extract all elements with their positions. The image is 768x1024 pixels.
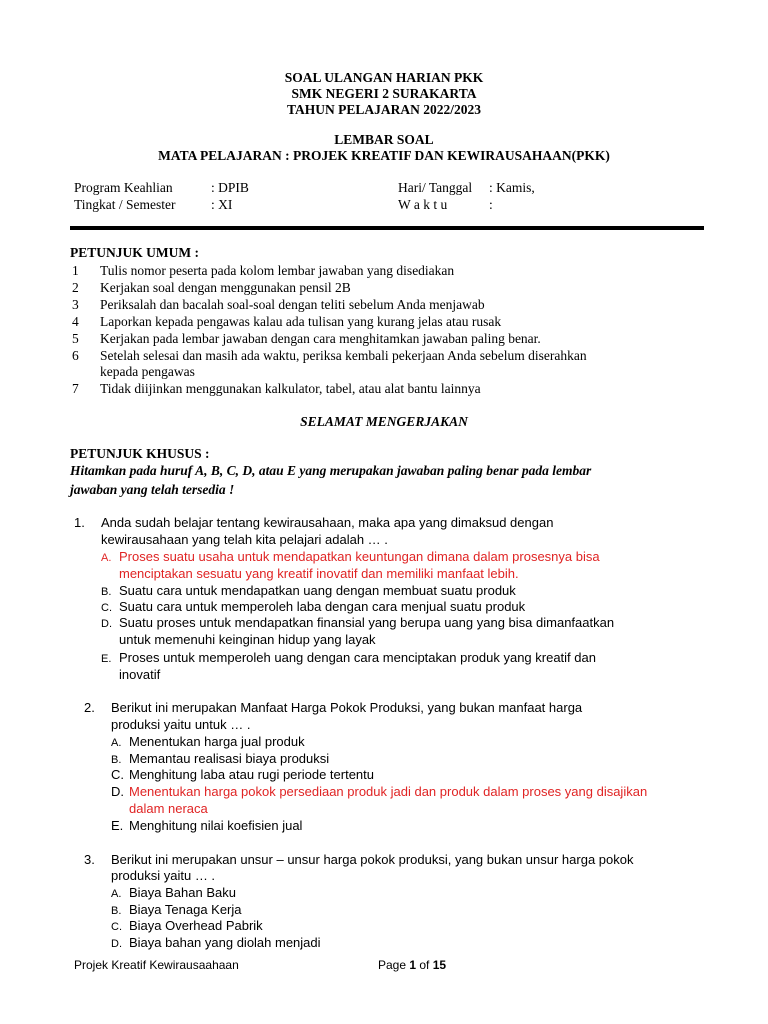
- umum-num: 1: [72, 263, 79, 278]
- answer-option-c[interactable]: [111, 767, 374, 782]
- question-number: 1.: [74, 515, 85, 530]
- header-title: SOAL ULANGAN HARIAN PKK: [284, 70, 484, 85]
- umum-item: Laporkan kepada pengawas kalau ada tulisan yang kurang jelas atau rusak: [100, 314, 502, 329]
- page-prefix: Page: [378, 958, 410, 972]
- answer-option-a[interactable]: [111, 885, 236, 900]
- selamat-mengerjakan: SELAMAT MENGERJAKAN: [300, 414, 468, 429]
- waktu-label: W a k t u: [398, 197, 448, 212]
- umum-item-cont: kepada pengawas: [100, 364, 195, 379]
- header-year: TAHUN PELAJARAN 2022/2023: [286, 102, 481, 117]
- footer-page-number: [378, 958, 446, 972]
- option-text: Proses untuk memperoleh uang dengan cara menciptakan produk yang kreatif dan: [119, 650, 596, 665]
- question-number: 2.: [84, 700, 95, 715]
- answer-option-a-correct[interactable]: [101, 549, 600, 564]
- program-value: : DPIB: [211, 180, 249, 195]
- option-letter: E.: [101, 653, 112, 665]
- footer-subject: Projek Kreatif Kewirausaahaan: [74, 958, 239, 972]
- tingkat-value: : XI: [211, 197, 233, 212]
- divider-rule: [70, 226, 704, 230]
- umum-num: 2: [72, 280, 79, 295]
- answer-option-c[interactable]: [111, 918, 263, 933]
- option-text-cont: menciptakan sesuatu yang kreatif inovatif dan memiliki manfaat lebih.: [119, 566, 519, 581]
- option-text-cont: inovatif: [119, 667, 161, 682]
- answer-option-d-correct[interactable]: [111, 784, 647, 799]
- option-letter: C.: [101, 602, 112, 614]
- answer-option-b[interactable]: [111, 902, 242, 917]
- option-letter: E.: [111, 818, 124, 833]
- question-text: Anda sudah belajar tentang kewirausahaan, maka apa yang dimaksud dengan: [101, 515, 554, 530]
- page-current: 1: [409, 958, 417, 972]
- umum-item: Tulis nomor peserta pada kolom lembar jawaban yang disediakan: [100, 263, 455, 278]
- page-total: 15: [432, 958, 447, 972]
- page-mid: of: [416, 958, 433, 972]
- option-text: Memantau realisasi biaya produksi: [129, 751, 330, 766]
- option-text: Biaya Bahan Baku: [129, 885, 236, 900]
- umum-item: Setelah selesai dan masih ada waktu, periksa kembali pekerjaan Anda sebelum diserahkan: [100, 348, 587, 363]
- umum-num: 4: [72, 314, 79, 329]
- question-text-cont: produksi yaitu untuk … .: [111, 717, 251, 732]
- answer-option-c[interactable]: [101, 599, 525, 614]
- umum-item: Periksalah dan bacalah soal-soal dengan teliti sebelum Anda menjawab: [100, 297, 485, 312]
- hari-value: : Kamis,: [489, 180, 535, 195]
- umum-num: 6: [72, 348, 79, 363]
- answer-option-a[interactable]: [111, 734, 305, 749]
- option-text: Biaya Overhead Pabrik: [129, 918, 263, 933]
- header-sheet: LEMBAR SOAL: [334, 132, 434, 147]
- umum-num: 7: [72, 381, 79, 396]
- option-letter: B.: [111, 905, 122, 917]
- option-text: Suatu cara untuk mendapatkan uang dengan membuat suatu produk: [119, 583, 516, 598]
- answer-option-e[interactable]: [111, 818, 302, 833]
- answer-option-b[interactable]: [111, 751, 329, 766]
- option-letter: A.: [101, 552, 112, 564]
- petunjuk-khusus-line2: jawaban yang telah tersedia !: [70, 482, 235, 497]
- hari-label: Hari/ Tanggal: [398, 180, 473, 195]
- umum-num: 3: [72, 297, 79, 312]
- question-text: Berikut ini merupakan Manfaat Harga Pokok Produksi, yang bukan manfaat harga: [111, 700, 583, 715]
- option-letter: D.: [101, 618, 112, 630]
- option-letter: A.: [111, 737, 122, 749]
- umum-item: Tidak diijinkan menggunakan kalkulator, tabel, atau alat bantu lainnya: [100, 381, 481, 396]
- option-text-cont: dalam neraca: [129, 801, 208, 816]
- answer-option-e[interactable]: [101, 650, 596, 665]
- option-text: Suatu proses untuk mendapatkan finansial yang berupa uang yang bisa dimanfaatkan: [119, 615, 615, 630]
- option-letter: C.: [111, 921, 122, 933]
- option-letter: B.: [111, 754, 122, 766]
- option-letter: C.: [111, 767, 124, 782]
- option-letter: D.: [111, 784, 124, 799]
- option-text: Biaya bahan yang diolah menjadi: [129, 935, 321, 950]
- option-text: Suatu cara untuk memperoleh laba dengan cara menjual suatu produk: [119, 599, 526, 614]
- answer-option-d[interactable]: [101, 615, 614, 630]
- question-text-cont: kewirausahaan yang telah kita pelajari adalah … .: [101, 532, 388, 547]
- question-text: Berikut ini merupakan unsur – unsur harga pokok produksi, yang bukan unsur harga pokok: [111, 852, 634, 867]
- option-letter: A.: [111, 888, 122, 900]
- option-letter: B.: [101, 586, 112, 598]
- program-label: Program Keahlian: [74, 180, 173, 195]
- umum-item: Kerjakan soal dengan menggunakan pensil 2B: [100, 280, 351, 295]
- question-text-cont: produksi yaitu … .: [111, 868, 216, 883]
- petunjuk-khusus-title: PETUNJUK KHUSUS :: [70, 446, 210, 461]
- header-subject: MATA PELAJARAN : PROJEK KREATIF DAN KEWIRAUSAHAAN(PKK): [158, 148, 610, 163]
- umum-num: 5: [72, 331, 79, 346]
- option-text: Biaya Tenaga Kerja: [129, 902, 242, 917]
- umum-item: Kerjakan pada lembar jawaban dengan cara menghitamkan jawaban paling benar.: [100, 331, 541, 346]
- option-text: Menentukan harga pokok persediaan produk jadi dan produk dalam proses yang disajikan: [129, 784, 648, 799]
- option-text: Menentukan harga jual produk: [129, 734, 305, 749]
- option-text-cont: untuk memenuhi keinginan hidup yang layak: [119, 632, 376, 647]
- answer-option-d[interactable]: [111, 935, 321, 950]
- option-letter: D.: [111, 938, 122, 950]
- tingkat-label: Tingkat / Semester: [74, 197, 176, 212]
- petunjuk-khusus-line1: Hitamkan pada huruf A, B, C, D, atau E yang merupakan jawaban paling benar pada lembar: [70, 463, 592, 478]
- waktu-value: :: [489, 197, 493, 212]
- question-number: 3.: [84, 852, 95, 867]
- answer-option-b[interactable]: [101, 583, 516, 598]
- option-text: Menghitung nilai koefisien jual: [129, 818, 303, 833]
- petunjuk-umum-title: PETUNJUK UMUM :: [70, 245, 199, 260]
- header-school: SMK NEGERI 2 SURAKARTA: [291, 86, 477, 101]
- option-text: Menghitung laba atau rugi periode tertentu: [129, 767, 375, 782]
- option-text: Proses suatu usaha untuk mendapatkan keuntungan dimana dalam prosesnya bisa: [119, 549, 600, 564]
